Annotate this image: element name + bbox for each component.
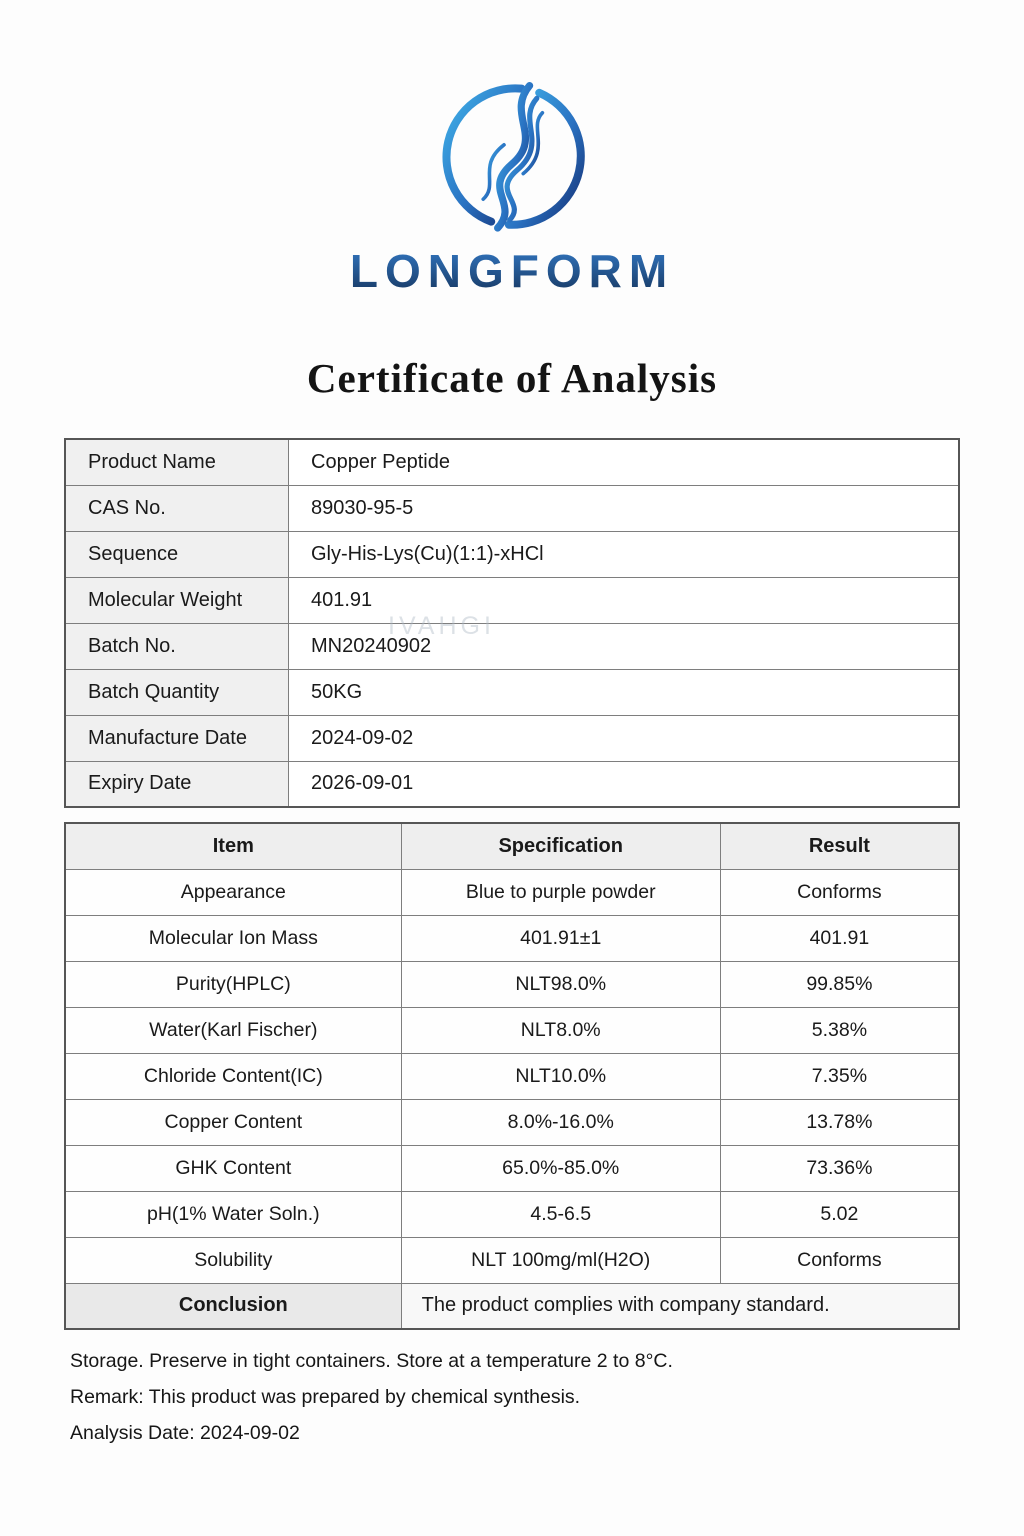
product-info-value: 50KG <box>289 669 960 715</box>
table-row <box>65 1191 959 1237</box>
conclusion-label: Conclusion <box>65 1283 401 1329</box>
table-row <box>65 485 959 531</box>
analysis-item-cell: Molecular Ion Mass <box>65 915 401 961</box>
logo-block <box>0 0 1024 241</box>
analysis-item-cell: Purity(HPLC) <box>65 961 401 1007</box>
analysis-spec-cell: 4.5-6.5 <box>401 1191 720 1237</box>
analysis-item-cell: pH(1% Water Soln.) <box>65 1191 401 1237</box>
table-row <box>65 577 959 623</box>
table-row <box>65 961 959 1007</box>
analysis-result-cell: 13.78% <box>720 1099 959 1145</box>
analysis-result-cell: 99.85% <box>720 961 959 1007</box>
analysis-result-cell: Conforms <box>720 869 959 915</box>
product-info-value: 401.91 <box>289 577 960 623</box>
analysis-spec-cell: Blue to purple powder <box>401 869 720 915</box>
analysis-spec-cell: NLT 100mg/ml(H2O) <box>401 1237 720 1283</box>
product-info-value: 89030-95-5 <box>289 485 960 531</box>
conclusion-row <box>65 1283 959 1329</box>
analysis-date: Analysis Date: 2024-09-02 <box>70 1422 300 1444</box>
table-row <box>65 531 959 577</box>
analysis-spec-cell: 65.0%-85.0% <box>401 1145 720 1191</box>
analysis-spec-cell: NLT8.0% <box>401 1007 720 1053</box>
analysis-spec-cell: 8.0%-16.0% <box>401 1099 720 1145</box>
analysis-spec-cell: NLT10.0% <box>401 1053 720 1099</box>
product-info-value: 2024-09-02 <box>289 715 960 761</box>
analysis-header-row <box>65 823 959 869</box>
analysis-item-cell: Chloride Content(IC) <box>65 1053 401 1099</box>
product-info-label: Molecular Weight <box>65 577 289 623</box>
table-row <box>65 1099 959 1145</box>
analysis-result-cell: 5.02 <box>720 1191 959 1237</box>
table-row <box>65 669 959 715</box>
analysis-result-cell: Conforms <box>720 1237 959 1283</box>
table-row <box>65 1145 959 1191</box>
analysis-header-item: Item <box>65 823 401 869</box>
analysis-spec-cell: NLT98.0% <box>401 961 720 1007</box>
product-info-table <box>64 438 960 808</box>
product-info-label: Manufacture Date <box>65 715 289 761</box>
analysis-table <box>64 822 960 1330</box>
table-row <box>65 1007 959 1053</box>
table-row <box>65 623 959 669</box>
table-row <box>65 715 959 761</box>
brand-wordmark <box>332 245 692 299</box>
analysis-spec-cell: 401.91±1 <box>401 915 720 961</box>
page-title: Certificate of Analysis <box>306 355 718 401</box>
analysis-item-cell: Appearance <box>65 869 401 915</box>
brand-name: LONGFORM <box>349 245 675 297</box>
product-info-label: CAS No. <box>65 485 289 531</box>
table-row <box>65 915 959 961</box>
product-info-label: Sequence <box>65 531 289 577</box>
tables-area <box>64 438 960 1330</box>
watermark-text: IVAHGI <box>388 612 495 640</box>
analysis-result-cell: 5.38% <box>720 1007 959 1053</box>
storage-note: Storage. Preserve in tight containers. Store at a temperature 2 to 8°C. <box>70 1350 673 1372</box>
table-row <box>65 1053 959 1099</box>
footer-notes <box>70 1350 960 1445</box>
analysis-header-result: Result <box>720 823 959 869</box>
analysis-result-cell: 7.35% <box>720 1053 959 1099</box>
analysis-item-cell: Copper Content <box>65 1099 401 1145</box>
analysis-result-cell: 73.36% <box>720 1145 959 1191</box>
product-info-value: Copper Peptide <box>289 439 960 485</box>
product-info-value: Gly-His-Lys(Cu)(1:1)-xHCl <box>289 531 960 577</box>
table-row <box>65 439 959 485</box>
analysis-item-cell: GHK Content <box>65 1145 401 1191</box>
product-info-label: Batch No. <box>65 623 289 669</box>
analysis-item-cell: Water(Karl Fischer) <box>65 1007 401 1053</box>
product-info-label: Expiry Date <box>65 761 289 807</box>
table-row <box>65 1237 959 1283</box>
table-row <box>65 869 959 915</box>
product-info-label: Batch Quantity <box>65 669 289 715</box>
product-info-value: MN20240902 <box>289 623 960 669</box>
product-info-value: 2026-09-01 <box>289 761 960 807</box>
remark-note: Remark: This product was prepared by chemical synthesis. <box>70 1386 581 1408</box>
conclusion-value: The product complies with company standard. <box>401 1283 959 1329</box>
table-row <box>65 761 959 807</box>
analysis-header-spec: Specification <box>401 823 720 869</box>
brand-row <box>0 245 1024 304</box>
analysis-result-cell: 401.91 <box>720 915 959 961</box>
product-info-label: Product Name <box>65 439 289 485</box>
analysis-item-cell: Solubility <box>65 1237 401 1283</box>
logo-swirl-icon <box>432 76 592 236</box>
